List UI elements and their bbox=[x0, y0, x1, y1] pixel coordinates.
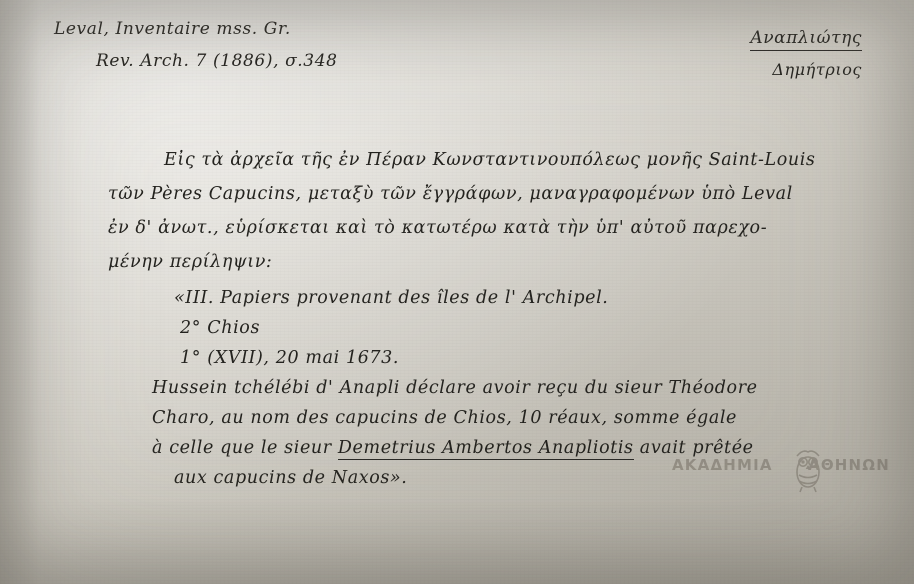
quote-line-suffix: avait prêtée bbox=[633, 438, 754, 458]
quote-line: Hussein tchélébi d' Anapli déclare avoir reçu du sieur Théodore bbox=[152, 378, 758, 398]
body-line: Εἰς τὰ ἀρχεῖα τῆς ἐν Πέραν Κωνσταντινουπόλεως μονῆς Saint-Louis bbox=[164, 150, 816, 170]
body-paragraph bbox=[108, 143, 898, 279]
quote-line-with-name bbox=[152, 433, 906, 463]
heading-sub: Δημήτριος bbox=[772, 60, 862, 79]
reference-line-1: Leval, Inventaire mss. Gr. bbox=[54, 19, 291, 39]
stamp-text-right: ΑΘΗΝΩΝ bbox=[808, 456, 890, 474]
person-name-underlined: Demetrius Ambertos Anapliotis bbox=[337, 438, 634, 458]
quote-line: aux capucins de Naxos». bbox=[174, 468, 408, 488]
quoted-excerpt bbox=[152, 283, 906, 493]
heading-block bbox=[750, 28, 862, 79]
quote-line-prefix: à celle que le sieur bbox=[152, 438, 338, 458]
body-line: τῶν Pères Capucins, μεταξὺ τῶν ἔγγράφων, μαναγραφομένων ὑπὸ Leval bbox=[108, 184, 793, 204]
stamp-text-left: ΑΚΑΔΗΜΙΑ bbox=[672, 456, 773, 474]
scan-edge-shadow-left bbox=[0, 0, 40, 584]
body-line: μένην περίληψιν: bbox=[108, 252, 273, 272]
heading-main: Αναπλιώτης bbox=[750, 28, 862, 51]
reference-block bbox=[54, 16, 338, 74]
scan-edge-shadow-bottom bbox=[0, 498, 914, 584]
body-line: ἐν δ' ἀνωτ., εὑρίσκεται καὶ τὸ κατωτέρω κατὰ τὴν ὑπ' αὐτοῦ παρεχο- bbox=[108, 218, 768, 238]
quote-line: 2° Chios bbox=[180, 318, 261, 338]
reference-line-2: Rev. Arch. 7 (1886), σ.348 bbox=[96, 51, 338, 71]
quote-line: Charo, au nom des capucins de Chios, 10 réaux, somme égale bbox=[152, 408, 738, 428]
quote-line: 1° (XVII), 20 mai 1673. bbox=[180, 348, 400, 368]
quote-line: «III. Papiers provenant des îles de l' Archipel. bbox=[174, 288, 609, 308]
